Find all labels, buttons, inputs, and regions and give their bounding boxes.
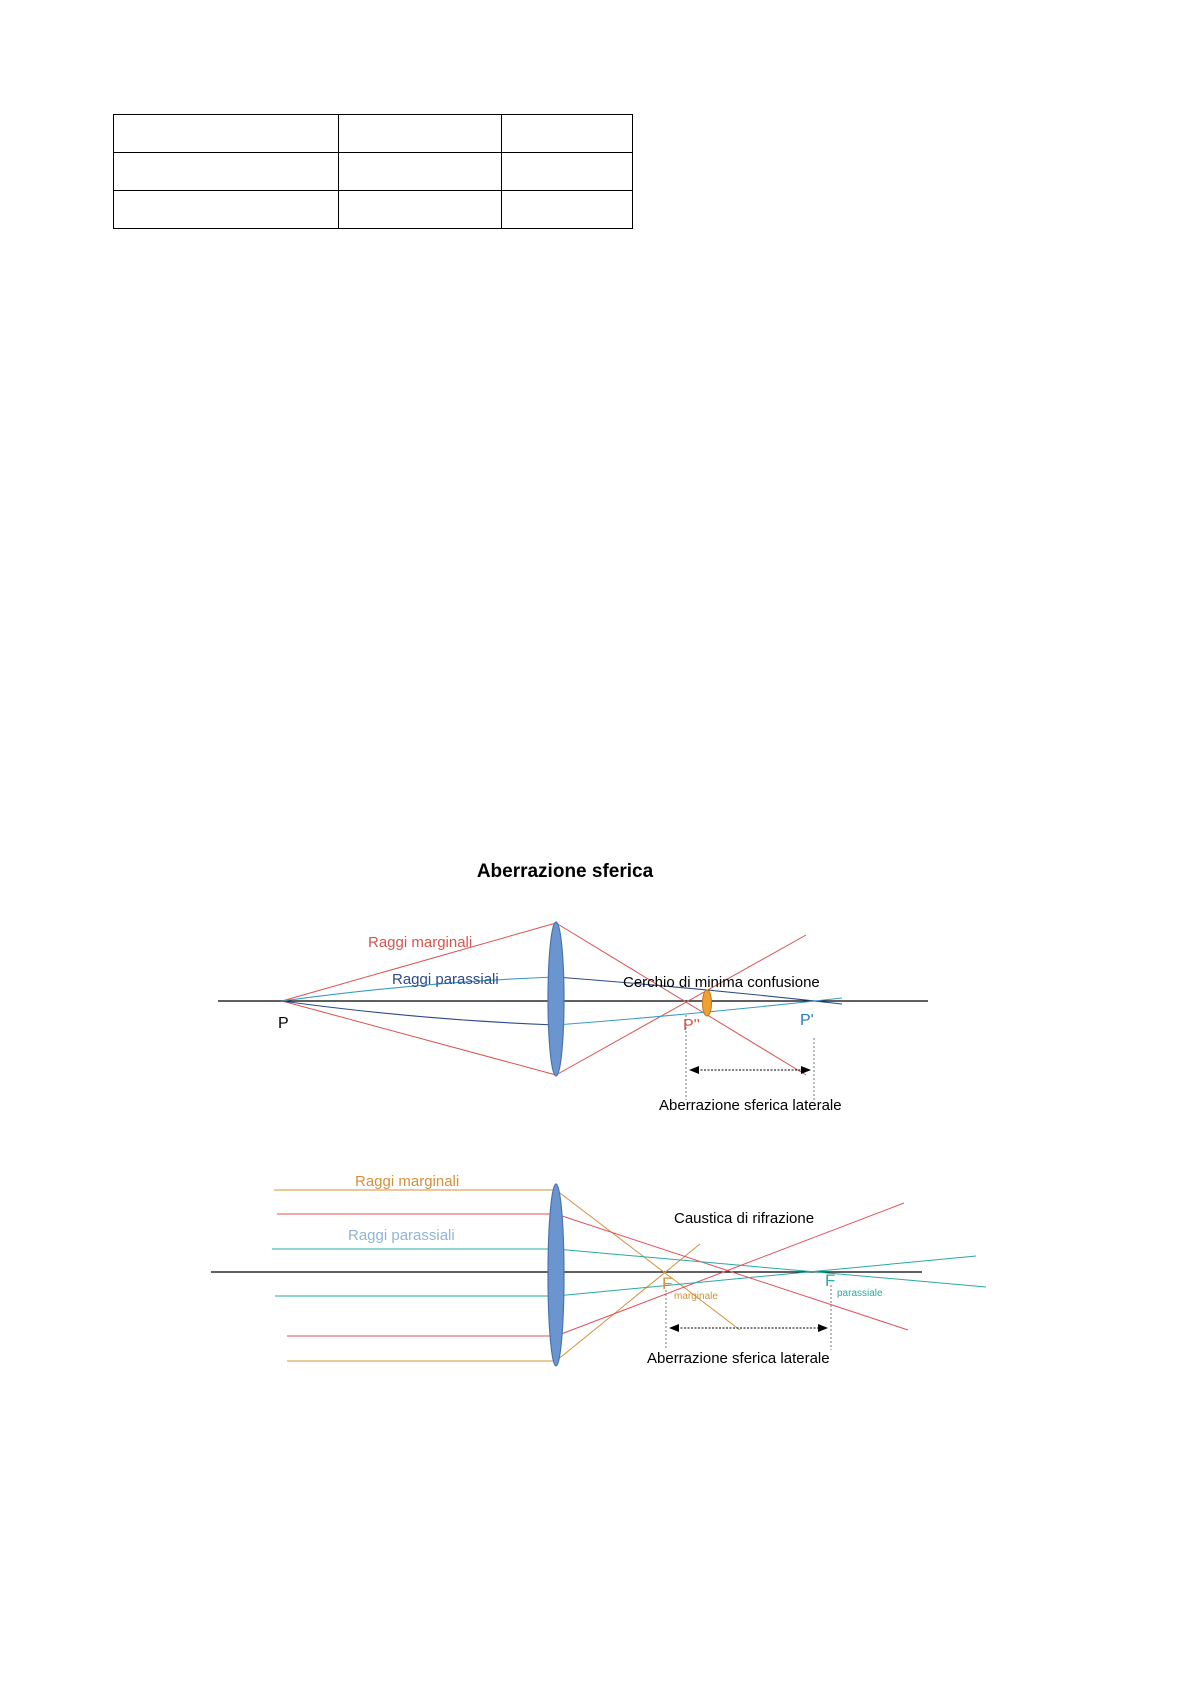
least-confusion-circle bbox=[703, 990, 712, 1016]
incoming-marginal-rays bbox=[274, 1190, 556, 1361]
focus-paraxial-letter: F bbox=[825, 1271, 836, 1290]
label-marginal-rays: Raggi marginali bbox=[368, 934, 473, 951]
label-aberration-top: Aberrazione sferica laterale bbox=[659, 1097, 842, 1114]
top-diagram bbox=[218, 922, 928, 1114]
marginal-rays bbox=[282, 923, 806, 1075]
focus-paraxial-subscript: parassiale bbox=[837, 1288, 883, 1299]
focus-marginal-subscript: marginale bbox=[674, 1291, 718, 1302]
label-paraxial-rays: Raggi parassiali bbox=[348, 1227, 455, 1244]
label-aberration-bottom: Aberrazione sferica laterale bbox=[647, 1350, 830, 1367]
converging-lens bbox=[548, 1184, 564, 1366]
converging-lens bbox=[548, 922, 564, 1076]
bottom-diagram bbox=[211, 1173, 986, 1367]
focus-marginal-letter: F bbox=[662, 1274, 673, 1293]
label-least-confusion: Cerchio di minima confusione bbox=[623, 974, 820, 991]
point-object: P bbox=[278, 1015, 289, 1032]
label-paraxial-rays: Raggi parassiali bbox=[392, 971, 499, 988]
label-marginal-rays: Raggi marginali bbox=[355, 1173, 460, 1190]
point-marginal-image: P'' bbox=[683, 1017, 700, 1034]
point-paraxial-image: P' bbox=[800, 1012, 814, 1029]
figure-title: Aberrazione sferica bbox=[476, 861, 654, 882]
label-caustic: Caustica di rifrazione bbox=[674, 1210, 815, 1227]
